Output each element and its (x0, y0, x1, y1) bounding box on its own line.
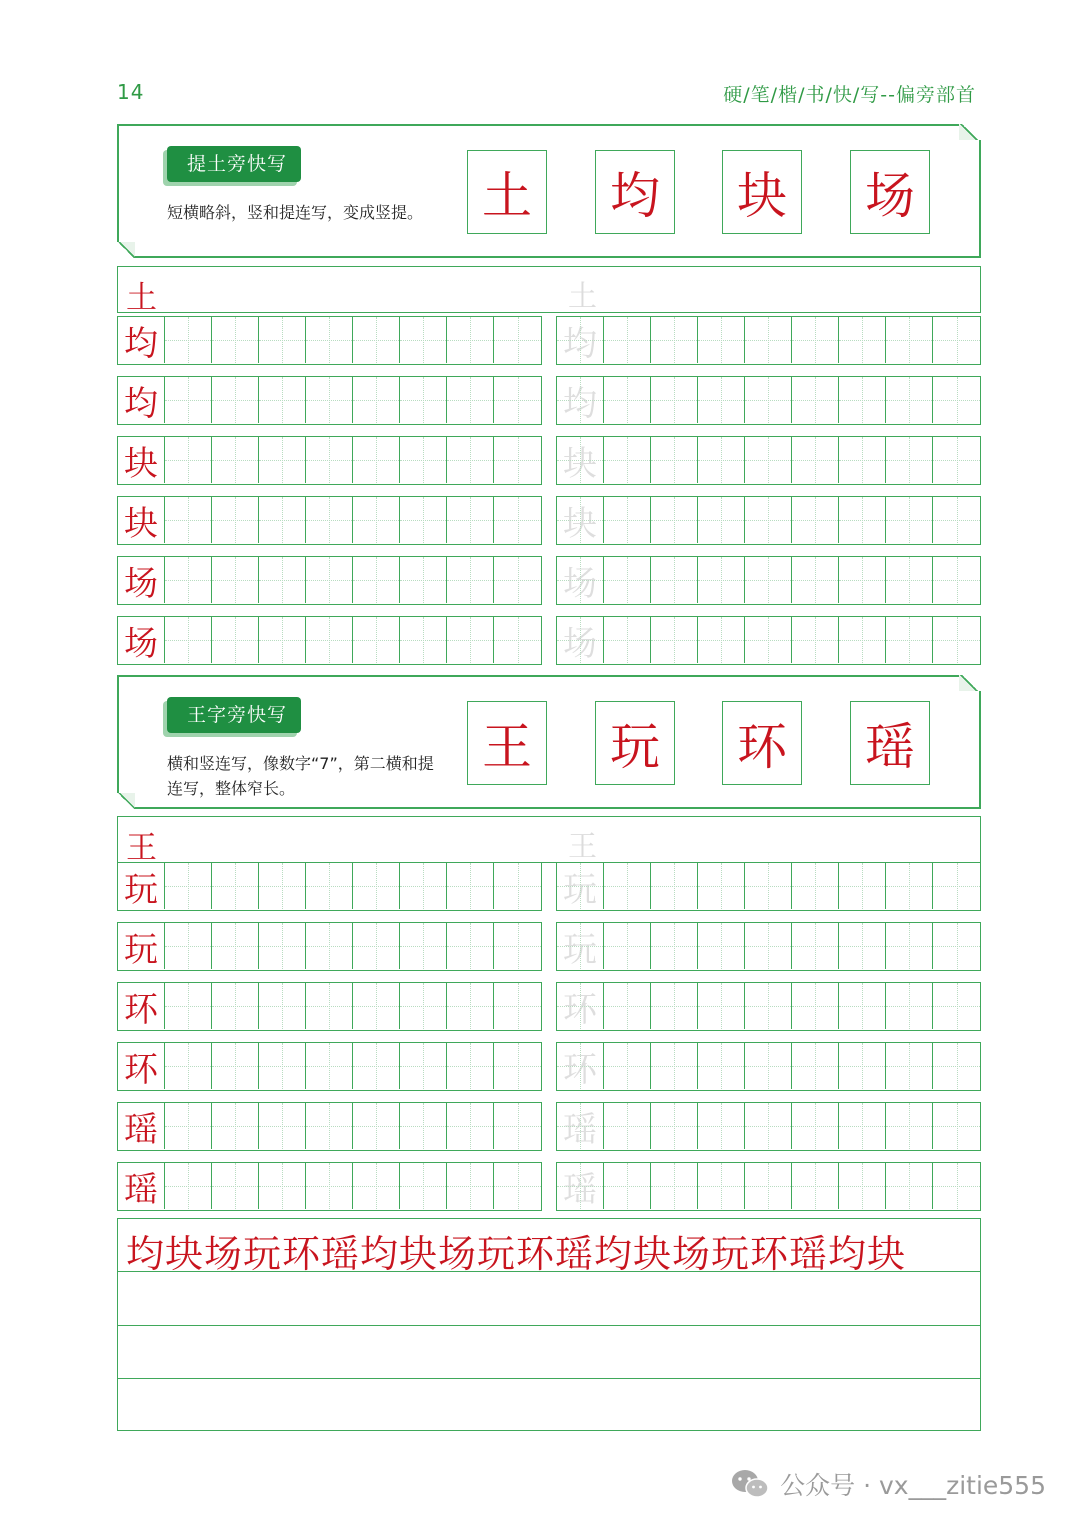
practice-cell (745, 1163, 792, 1209)
practice-cell (792, 317, 839, 363)
practice-cell (651, 557, 698, 603)
practice-cell (494, 923, 541, 969)
practice-cell (839, 1103, 886, 1149)
practice-cell (494, 1043, 541, 1089)
trace-character: 场 (557, 557, 604, 603)
practice-cell (165, 377, 212, 423)
practice-cell (306, 617, 353, 663)
practice-cell (400, 1163, 447, 1209)
practice-cell (400, 1043, 447, 1089)
practice-cell (447, 1103, 494, 1149)
practice-sentence: 均块场玩环瑶均块场玩环瑶均块场玩环瑶均块 (126, 1232, 907, 1276)
practice-cell (165, 983, 212, 1029)
section-intro-panel-2 (117, 675, 981, 809)
practice-cell (494, 617, 541, 663)
practice-cell (400, 863, 447, 909)
example-character: 场 (850, 150, 930, 234)
practice-cell (933, 377, 980, 423)
practice-cell (792, 1163, 839, 1209)
practice-cell (306, 923, 353, 969)
practice-cell (792, 1043, 839, 1089)
practice-cell (886, 983, 933, 1029)
practice-cell (698, 497, 745, 543)
model-character: 均 (118, 377, 165, 423)
page-header-title: 硬/笔/楷/书/快/写--偏旁部首 (723, 84, 976, 106)
practice-cell (212, 1043, 259, 1089)
trace-character: 瑶 (557, 1163, 604, 1209)
model-character: 环 (118, 1043, 165, 1089)
practice-cell (839, 377, 886, 423)
practice-cell (604, 557, 651, 603)
practice-cell (839, 923, 886, 969)
section-tag: 王字旁快写 (167, 697, 301, 733)
practice-cell (494, 1163, 541, 1209)
practice-cell (165, 1103, 212, 1149)
practice-cell (698, 437, 745, 483)
practice-cell (604, 377, 651, 423)
section-tag: 提土旁快写 (167, 146, 301, 182)
practice-cell (745, 437, 792, 483)
practice-cell (400, 497, 447, 543)
practice-cell (839, 497, 886, 543)
practice-row-left (117, 436, 542, 485)
practice-cell (792, 1103, 839, 1149)
practice-cell (259, 1103, 306, 1149)
practice-cell (886, 863, 933, 909)
practice-row-left (117, 616, 542, 665)
practice-cell (447, 1163, 494, 1209)
practice-row-right (556, 1102, 981, 1151)
practice-cell (259, 377, 306, 423)
writing-line (118, 1271, 980, 1272)
radical-model: 土 (126, 280, 157, 316)
practice-cell (886, 437, 933, 483)
practice-row-right (556, 556, 981, 605)
trace-character: 场 (557, 617, 604, 663)
practice-cell (604, 317, 651, 363)
practice-cell (400, 923, 447, 969)
practice-cell (353, 617, 400, 663)
practice-row-right (556, 1042, 981, 1091)
model-character: 场 (118, 617, 165, 663)
practice-cell (651, 377, 698, 423)
practice-cell (353, 983, 400, 1029)
practice-cell (698, 1103, 745, 1149)
practice-cell (886, 497, 933, 543)
model-character: 玩 (118, 923, 165, 969)
practice-cell (306, 1163, 353, 1209)
watermark-text: 公众号 · vx___zitie555 (780, 1471, 1046, 1500)
practice-cell (494, 317, 541, 363)
practice-cell (651, 317, 698, 363)
practice-cell (745, 923, 792, 969)
practice-cell (259, 617, 306, 663)
practice-cell (353, 317, 400, 363)
practice-cell (447, 437, 494, 483)
practice-cell (839, 1043, 886, 1089)
wechat-icon (730, 1468, 770, 1500)
practice-cell (886, 617, 933, 663)
practice-cell (933, 983, 980, 1029)
practice-row-left (117, 1162, 542, 1211)
radical-row-1 (117, 266, 981, 316)
practice-cell (165, 497, 212, 543)
example-character: 王 (467, 701, 547, 785)
practice-cell (745, 557, 792, 603)
practice-row-left (117, 1102, 542, 1151)
practice-cell (933, 1103, 980, 1149)
example-character: 瑶 (850, 701, 930, 785)
practice-cell (447, 317, 494, 363)
practice-row-right (556, 862, 981, 911)
practice-cell (212, 557, 259, 603)
practice-cell (792, 437, 839, 483)
practice-row-left (117, 1042, 542, 1091)
practice-cell (212, 983, 259, 1029)
practice-cell (400, 557, 447, 603)
practice-cell (745, 1043, 792, 1089)
practice-cell (745, 863, 792, 909)
trace-character: 环 (557, 983, 604, 1029)
practice-cell (212, 923, 259, 969)
practice-cell (651, 983, 698, 1029)
model-character: 瑶 (118, 1163, 165, 1209)
practice-cell (651, 497, 698, 543)
practice-cell (259, 983, 306, 1029)
practice-cell (745, 1103, 792, 1149)
practice-cell (212, 617, 259, 663)
practice-cell (604, 923, 651, 969)
model-character: 环 (118, 983, 165, 1029)
practice-cell (494, 437, 541, 483)
practice-row-left (117, 376, 542, 425)
practice-cell (698, 983, 745, 1029)
practice-cell (933, 1163, 980, 1209)
practice-cell (212, 317, 259, 363)
trace-character: 均 (557, 317, 604, 363)
practice-cell (698, 863, 745, 909)
practice-cell (651, 923, 698, 969)
practice-cell (259, 923, 306, 969)
practice-cell (745, 617, 792, 663)
practice-cell (886, 923, 933, 969)
practice-cell (886, 317, 933, 363)
practice-cell (792, 983, 839, 1029)
practice-cell (839, 317, 886, 363)
writing-line (118, 1325, 980, 1326)
practice-cell (165, 923, 212, 969)
practice-row-left (117, 556, 542, 605)
practice-cell (447, 923, 494, 969)
practice-cell (259, 557, 306, 603)
practice-cell (839, 983, 886, 1029)
practice-cell (306, 317, 353, 363)
practice-cell (698, 317, 745, 363)
practice-cell (604, 1163, 651, 1209)
practice-cell (604, 437, 651, 483)
practice-cell (886, 1163, 933, 1209)
practice-cell (212, 497, 259, 543)
practice-cell (306, 1043, 353, 1089)
example-character: 玩 (595, 701, 675, 785)
trace-character: 环 (557, 1043, 604, 1089)
practice-cell (447, 377, 494, 423)
practice-row-right (556, 982, 981, 1031)
practice-cell (604, 617, 651, 663)
practice-cell (212, 437, 259, 483)
practice-cell (165, 863, 212, 909)
practice-cell (698, 557, 745, 603)
practice-cell (400, 617, 447, 663)
practice-row-left (117, 922, 542, 971)
practice-cell (886, 557, 933, 603)
practice-cell (604, 1103, 651, 1149)
radical-trace: 土 (568, 279, 598, 313)
practice-cell (651, 1043, 698, 1089)
example-character: 均 (595, 150, 675, 234)
practice-cell (165, 317, 212, 363)
practice-cell (886, 377, 933, 423)
section-description: 短横略斜，竖和提连写，变成竖提。 (167, 203, 424, 222)
practice-row-right (556, 496, 981, 545)
practice-cell (259, 497, 306, 543)
practice-row-left (117, 496, 542, 545)
example-character: 环 (722, 701, 802, 785)
practice-cell (353, 1163, 400, 1209)
practice-cell (306, 377, 353, 423)
practice-cell (933, 437, 980, 483)
practice-row-left (117, 982, 542, 1031)
trace-character: 块 (557, 437, 604, 483)
practice-cell (604, 983, 651, 1029)
practice-cell (447, 1043, 494, 1089)
practice-cell (212, 863, 259, 909)
practice-row-right (556, 376, 981, 425)
practice-cell (745, 983, 792, 1029)
practice-cell (494, 1103, 541, 1149)
practice-cell (698, 617, 745, 663)
practice-cell (306, 497, 353, 543)
practice-cell (745, 317, 792, 363)
model-character: 玩 (118, 863, 165, 909)
practice-cell (839, 863, 886, 909)
writing-line (118, 1378, 980, 1379)
practice-cell (651, 617, 698, 663)
section-intro-panel-1 (117, 124, 981, 258)
page-fold-corner (117, 793, 135, 809)
practice-cell (400, 983, 447, 1029)
practice-cell (792, 497, 839, 543)
practice-row-right (556, 616, 981, 665)
practice-cell (698, 1043, 745, 1089)
practice-cell (447, 863, 494, 909)
practice-cell (698, 923, 745, 969)
practice-cell (745, 497, 792, 543)
practice-cell (259, 1043, 306, 1089)
practice-cell (933, 923, 980, 969)
practice-cell (447, 497, 494, 543)
radical-row-2 (117, 816, 981, 866)
page-fold-corner (959, 675, 981, 691)
practice-cell (494, 377, 541, 423)
practice-cell (933, 1043, 980, 1089)
practice-row-right (556, 436, 981, 485)
practice-cell (494, 497, 541, 543)
model-character: 块 (118, 497, 165, 543)
practice-cell (651, 863, 698, 909)
practice-cell (933, 863, 980, 909)
page-fold-corner (959, 124, 981, 140)
practice-cell (259, 863, 306, 909)
practice-cell (306, 863, 353, 909)
practice-cell (933, 557, 980, 603)
practice-cell (212, 1163, 259, 1209)
page-fold-corner (117, 242, 135, 258)
practice-cell (306, 1103, 353, 1149)
radical-trace: 王 (568, 829, 598, 863)
practice-cell (886, 1043, 933, 1089)
practice-cell (494, 557, 541, 603)
watermark (730, 1466, 1046, 1502)
practice-cell (259, 437, 306, 483)
practice-cell (306, 983, 353, 1029)
example-character: 块 (722, 150, 802, 234)
practice-cell (839, 437, 886, 483)
trace-character: 瑶 (557, 1103, 604, 1149)
section-description: 横和竖连写，像数字“7”，第二横和提连写，整体窄长。 (167, 754, 434, 798)
trace-character: 玩 (557, 863, 604, 909)
practice-cell (792, 863, 839, 909)
practice-cell (494, 863, 541, 909)
trace-character: 玩 (557, 923, 604, 969)
practice-cell (165, 1163, 212, 1209)
practice-cell (353, 1043, 400, 1089)
practice-cell (353, 377, 400, 423)
practice-cell (165, 1043, 212, 1089)
practice-cell (447, 617, 494, 663)
practice-row-right (556, 1162, 981, 1211)
practice-cell (212, 1103, 259, 1149)
practice-cell (933, 617, 980, 663)
practice-cell (886, 1103, 933, 1149)
practice-cell (165, 557, 212, 603)
example-character: 土 (467, 150, 547, 234)
practice-cell (259, 317, 306, 363)
sentence-practice-box (117, 1218, 981, 1431)
practice-cell (651, 437, 698, 483)
practice-cell (494, 983, 541, 1029)
practice-cell (353, 437, 400, 483)
practice-cell (604, 1043, 651, 1089)
practice-cell (698, 377, 745, 423)
practice-cell (165, 617, 212, 663)
practice-row-right (556, 922, 981, 971)
practice-cell (212, 377, 259, 423)
practice-row-left (117, 316, 542, 365)
practice-cell (604, 863, 651, 909)
page-number: 14 (117, 80, 145, 104)
practice-cell (400, 437, 447, 483)
practice-cell (165, 437, 212, 483)
practice-cell (353, 923, 400, 969)
model-character: 块 (118, 437, 165, 483)
practice-cell (651, 1103, 698, 1149)
practice-cell (353, 557, 400, 603)
practice-row-right (556, 316, 981, 365)
practice-cell (839, 1163, 886, 1209)
practice-cell (839, 557, 886, 603)
practice-cell (839, 617, 886, 663)
practice-row-left (117, 862, 542, 911)
practice-cell (400, 1103, 447, 1149)
practice-cell (604, 497, 651, 543)
model-character: 瑶 (118, 1103, 165, 1149)
practice-cell (792, 923, 839, 969)
practice-cell (400, 377, 447, 423)
practice-cell (353, 1103, 400, 1149)
practice-cell (306, 557, 353, 603)
model-character: 场 (118, 557, 165, 603)
practice-cell (353, 497, 400, 543)
practice-cell (698, 1163, 745, 1209)
trace-character: 块 (557, 497, 604, 543)
model-character: 均 (118, 317, 165, 363)
practice-cell (353, 863, 400, 909)
practice-cell (447, 557, 494, 603)
practice-cell (792, 377, 839, 423)
practice-cell (933, 497, 980, 543)
practice-cell (306, 437, 353, 483)
practice-cell (792, 557, 839, 603)
practice-cell (400, 317, 447, 363)
practice-cell (792, 617, 839, 663)
practice-cell (259, 1163, 306, 1209)
trace-character: 均 (557, 377, 604, 423)
practice-cell (745, 377, 792, 423)
practice-cell (651, 1163, 698, 1209)
practice-cell (447, 983, 494, 1029)
radical-model: 王 (126, 830, 157, 866)
practice-cell (933, 317, 980, 363)
